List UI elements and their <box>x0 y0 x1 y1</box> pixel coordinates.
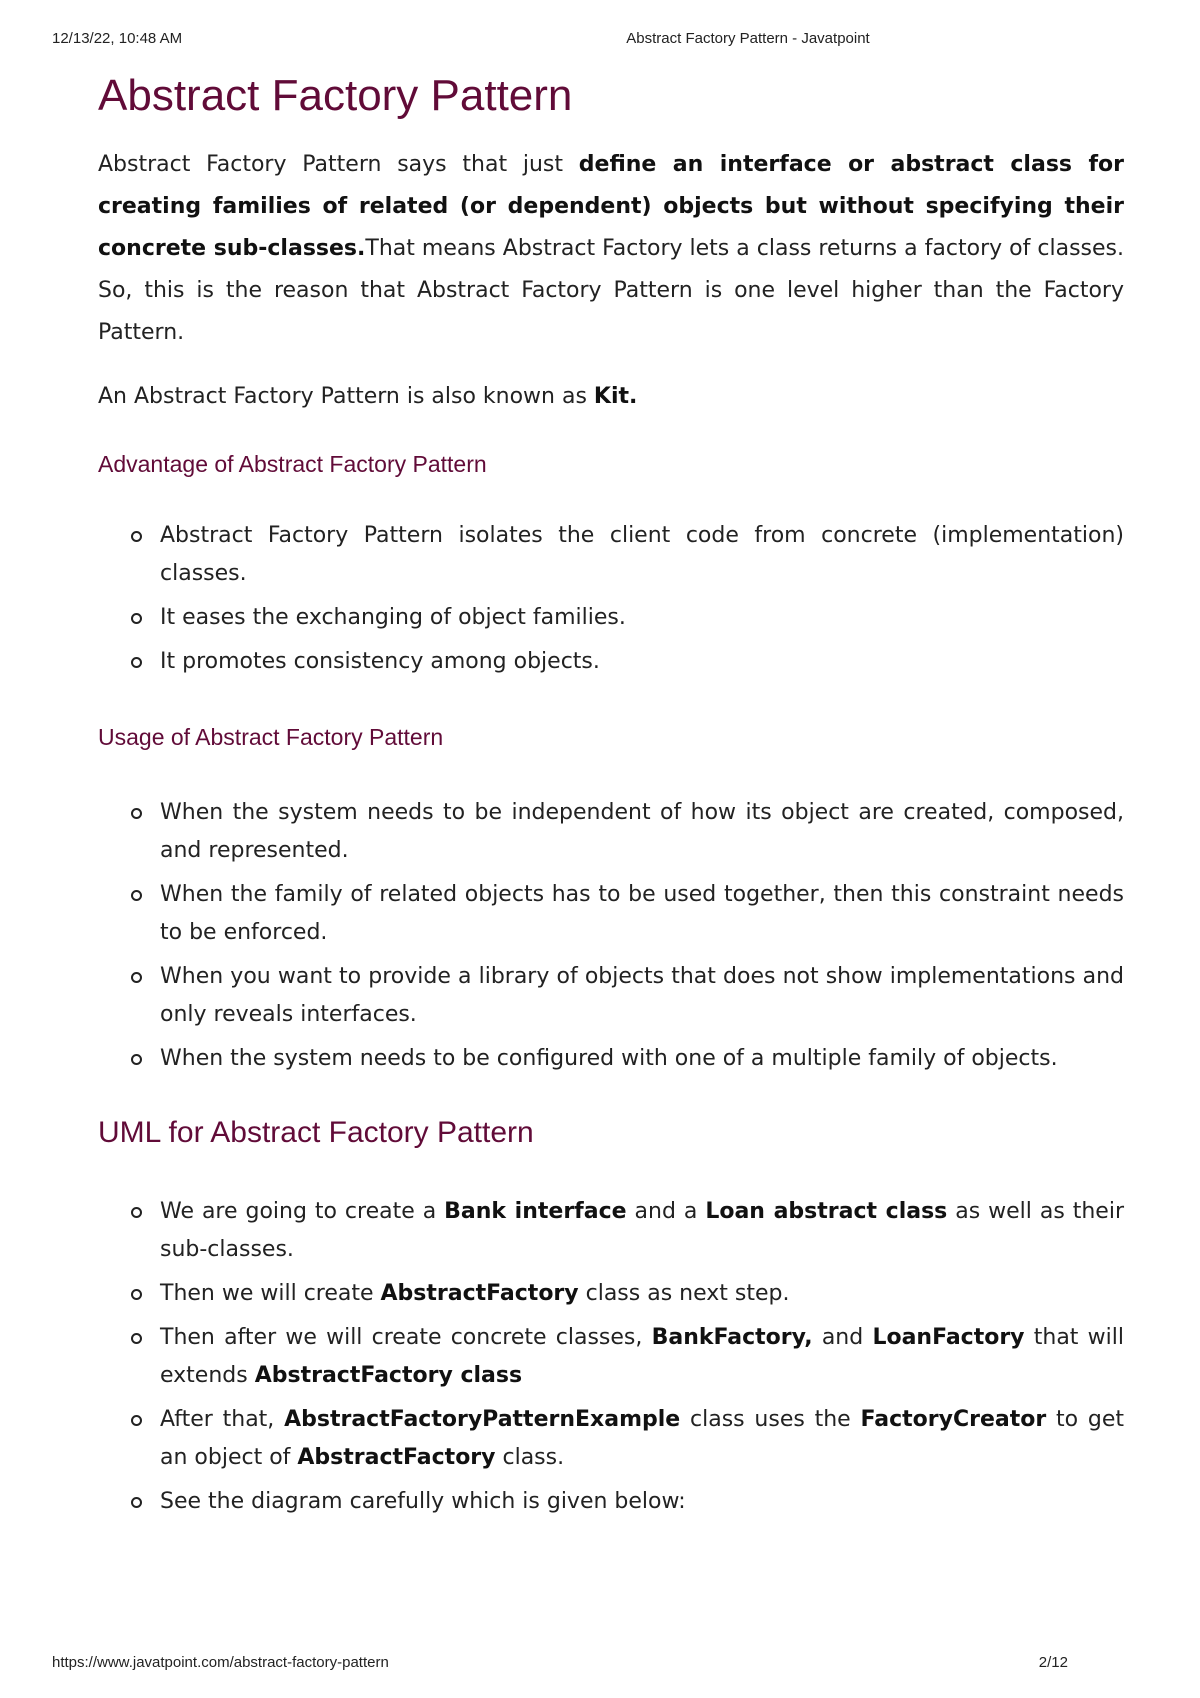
intro-definition: define an interface or abstract class for creating families of related (or dependent) objects but without specifying their concrete sub-classes. <box>98 151 1124 261</box>
text: We are going to create a <box>160 1198 445 1224</box>
usage-list <box>98 794 1124 1078</box>
text: After that, <box>160 1406 285 1432</box>
uml-list <box>98 1193 1124 1521</box>
list-item <box>98 1319 1124 1395</box>
print-url: https://www.javatpoint.com/abstract-factory-pattern <box>52 1654 389 1671</box>
list-item: Abstract Factory Pattern isolates the client code from concrete (implementation) classes. <box>98 517 1124 593</box>
usage-heading: Usage of Abstract Factory Pattern <box>98 724 444 751</box>
list-item <box>98 1193 1124 1269</box>
page-title: Abstract Factory Pattern <box>98 71 573 120</box>
text: See the diagram carefully which is given below: <box>160 1488 686 1514</box>
kit-paragraph <box>98 376 1124 418</box>
text: class uses the <box>680 1406 861 1432</box>
print-datetime: 12/13/22, 10:48 AM <box>52 30 183 47</box>
text: and <box>812 1324 873 1350</box>
bold-term: AbstractFactory <box>380 1280 579 1306</box>
text: Then we will create <box>160 1280 381 1306</box>
list-item: It promotes consistency among objects. <box>98 643 1124 681</box>
bold-term: BankFactory, <box>651 1324 813 1350</box>
intro-text-2: That means Abstract Factory lets a class returns a factory of classes. So, this is the reason that Abstract Factory Pattern is one level higher than the Factory Pattern. <box>98 235 1124 345</box>
bold-term: LoanFactory <box>872 1324 1025 1350</box>
bold-term: AbstractFactory class <box>254 1362 523 1388</box>
text: Then after we will create concrete classes, <box>160 1324 652 1350</box>
text: to get an object of <box>160 1406 1124 1470</box>
text: as well as their sub-classes. <box>160 1198 1125 1262</box>
intro-text-1: Abstract Factory Pattern says that just <box>98 151 579 177</box>
text: that will extends <box>160 1324 1124 1388</box>
list-item <box>98 1401 1124 1477</box>
list-item <box>98 1275 1124 1313</box>
list-item <box>98 1483 1124 1521</box>
bold-term: AbstractFactoryPatternExample <box>284 1406 681 1432</box>
advantage-list <box>98 517 1124 681</box>
bold-term: Loan abstract class <box>705 1198 948 1224</box>
advantage-heading: Advantage of Abstract Factory Pattern <box>98 450 487 477</box>
list-item: When the system needs to be configured with one of a multiple family of objects. <box>98 1040 1124 1078</box>
list-item: It eases the exchanging of object families. <box>98 599 1124 637</box>
print-page-number: 2/12 <box>1038 1654 1068 1671</box>
list-item: When the system needs to be independent of how its object are created, composed, and represented. <box>98 794 1124 870</box>
text: class as next step. <box>578 1280 790 1306</box>
bold-term: AbstractFactory <box>297 1444 496 1470</box>
print-page-title: Abstract Factory Pattern - Javatpoint <box>626 30 870 47</box>
bold-term: FactoryCreator <box>860 1406 1047 1432</box>
list-item: When you want to provide a library of objects that does not show implementations and only reveals interfaces. <box>98 958 1124 1034</box>
list-item: When the family of related objects has to be used together, then this constraint needs to be enforced. <box>98 876 1124 952</box>
bold-term: Bank interface <box>444 1198 627 1224</box>
text: class. <box>495 1444 565 1470</box>
article <box>98 62 1124 1527</box>
text: and a <box>626 1198 706 1224</box>
intro-paragraph <box>98 144 1124 354</box>
kit-term: Kit. <box>593 383 638 409</box>
kit-text: An Abstract Factory Pattern is also known as <box>98 383 594 409</box>
uml-heading: UML for Abstract Factory Pattern <box>98 1115 534 1149</box>
